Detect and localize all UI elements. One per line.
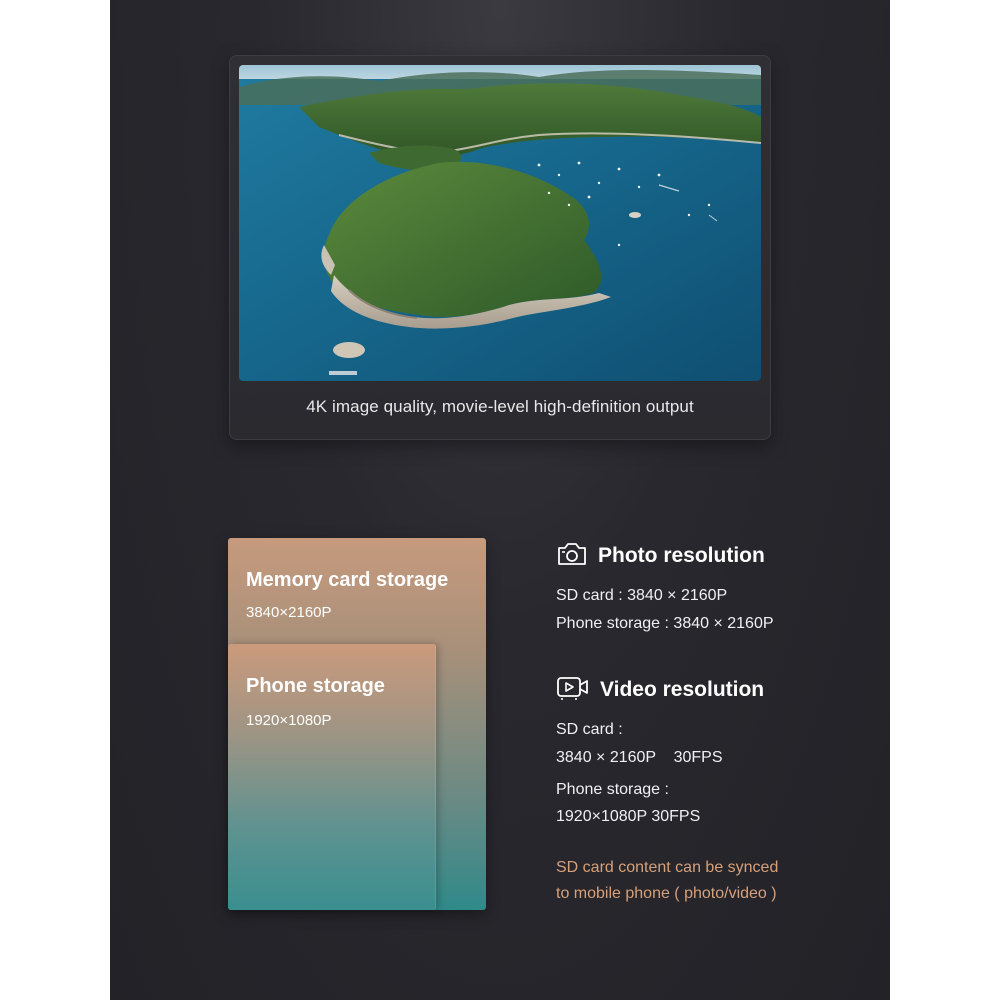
photo-resolution-section	[556, 541, 774, 632]
video-sd-card-value: 3840 × 2160P 30FPS	[556, 749, 723, 766]
video-phone-storage-value: 1920×1080P 30FPS	[556, 808, 701, 825]
photo-resolution-label: Photo resolution	[598, 544, 765, 567]
video-resolution-label: Video resolution	[600, 678, 765, 701]
photo-resolution-heading	[556, 541, 765, 571]
hero-caption: 4K image quality, movie-level high-definition output	[306, 397, 694, 416]
camera-icon	[556, 541, 588, 572]
hero-card	[229, 55, 771, 440]
video-sd-card-label: SD card :	[556, 721, 623, 738]
photo-phone-storage-line: Phone storage : 3840 × 2160P	[556, 615, 774, 632]
sync-note-line-2: to mobile phone ( photo/video )	[556, 885, 777, 902]
video-phone-storage-label: Phone storage :	[556, 781, 669, 798]
product-panel	[110, 0, 890, 1000]
phone-storage-resolution: 1920×1080P	[246, 712, 332, 729]
memory-card-resolution: 3840×2160P	[246, 604, 332, 621]
video-resolution-heading	[556, 675, 764, 705]
sync-note-line-1: SD card content can be synced	[556, 859, 779, 876]
phone-storage-title: Phone storage	[246, 675, 385, 697]
photo-sd-card-line: SD card : 3840 × 2160P	[556, 587, 728, 604]
video-resolution-section	[556, 675, 765, 825]
memory-card-title: Memory card storage	[246, 569, 449, 591]
video-icon	[556, 675, 590, 706]
phone-storage-card	[228, 644, 436, 910]
aerial-island-photo	[239, 65, 761, 381]
